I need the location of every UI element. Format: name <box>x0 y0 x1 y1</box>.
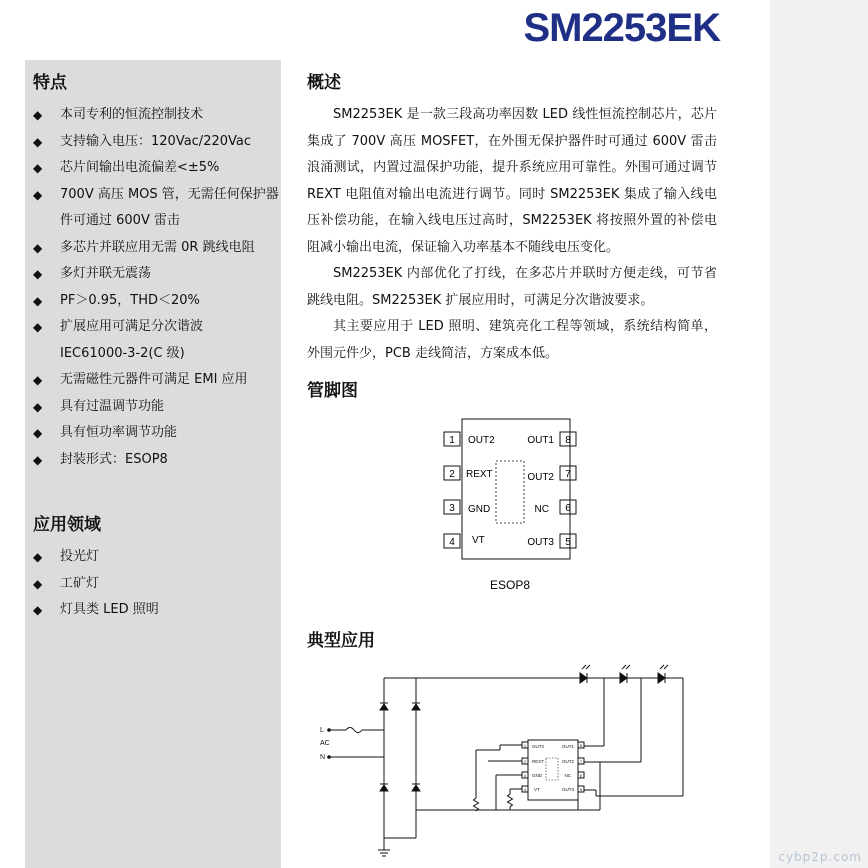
chip-pin-number: 3 <box>523 773 527 778</box>
fuse-icon <box>346 728 362 733</box>
led-light-icon <box>582 665 586 669</box>
diamond-bullet-icon: ◆ <box>33 267 43 281</box>
exposed-pad <box>496 461 524 523</box>
pin-1-label: OUT2 <box>468 435 495 446</box>
led-light-icon <box>586 665 590 669</box>
pin-7-label: OUT2 <box>527 472 554 483</box>
feature-item: ◆ 具有恒功率调节功能 <box>33 420 279 447</box>
pin-6-label: NC <box>534 504 549 515</box>
diamond-bullet-icon: ◆ <box>33 108 43 122</box>
diamond-bullet-icon: ◆ <box>33 320 43 334</box>
resistor-icon <box>474 798 479 811</box>
diamond-bullet-icon: ◆ <box>33 187 43 202</box>
package-label: ESOP8 <box>489 578 531 592</box>
chip-pin-label: REXT <box>532 759 545 764</box>
chip-pin-label: OUT1 <box>561 744 574 749</box>
features-heading: 特点 <box>33 73 67 93</box>
chip-pin-label: OUT2 <box>561 759 574 764</box>
pin-5-number: 5 <box>565 537 571 548</box>
diamond-bullet-icon: ◆ <box>33 161 43 175</box>
label-l: L <box>320 727 324 734</box>
chip-pin-number: 8 <box>579 743 583 748</box>
chip-pin-number: 7 <box>579 759 583 764</box>
led-light-icon <box>664 665 668 669</box>
overview-paragraph-2: SM2253EK 内部优化了打线，在多芯片并联时方便走线，可节省跳线电阻。SM2253EK 扩展应用时，可满足分次谐波要求。 <box>307 266 717 308</box>
overview-paragraph-3: 其主要应用于 LED 照明、建筑亮化工程等领域，系统结构简单，外围元件少，PCB 走线简洁，方案成本低。 <box>307 319 717 361</box>
chip-pin-number: 5 <box>579 787 583 792</box>
application-item: ◆ 灯具类 LED 照明 <box>33 597 159 624</box>
typical-app-heading: 典型应用 <box>307 631 375 651</box>
chip-pin-number: 4 <box>523 787 527 792</box>
feature-item: ◆ 本司专利的恒流控制技术 <box>33 102 279 129</box>
applications-heading: 应用领域 <box>33 515 101 535</box>
watermark: cybp2p.com <box>778 850 862 864</box>
led-light-icon <box>660 665 664 669</box>
application-item: ◆ 投光灯 <box>33 544 159 571</box>
schematic-exposed-pad <box>546 758 558 780</box>
overview-paragraph-1: SM2253EK 是一款三段高功率因数 LED 线性恒流控制芯片，芯片集成了 700V 高压 MOSFET，在外围无保护器件时可通过 600V 雷击浪涌测试，内置过温保护功能，提升系统应用可靠性。外围可通过调节 REXT 电阻值对输出电流进行调节。同时 SM2253EK 集成了输入线电压补偿功能，在输入线电压过高时，SM2253EK 将按照外置的补偿电阻减小输出电流，保证输入功率基本不随线电压变化。 <box>307 107 717 255</box>
typical-app-schematic <box>300 658 700 862</box>
feature-item: ◆ 多灯并联无震荡 <box>33 261 279 288</box>
diamond-bullet-icon: ◆ <box>33 452 43 467</box>
diamond-bullet-icon: ◆ <box>33 550 43 564</box>
led-icon <box>580 673 587 683</box>
led-icon <box>620 673 627 683</box>
diode-icon <box>380 704 388 710</box>
pinout-heading: 管脚图 <box>307 381 358 401</box>
feature-item: ◆ 封装形式：ESOP8 <box>33 447 279 474</box>
application-item: ◆ 工矿灯 <box>33 571 159 598</box>
pin-4-number: 4 <box>449 537 455 548</box>
chip-pin-label: VT <box>534 787 540 792</box>
chip-pin-number: 6 <box>579 773 583 778</box>
diode-icon <box>412 704 420 710</box>
feature-item: ◆ 无需磁性元器件可满足 EMI 应用 <box>33 367 279 394</box>
feature-item: ◆ 具有过温调节功能 <box>33 394 279 421</box>
diamond-bullet-icon: ◆ <box>33 603 43 617</box>
page-title: SM2253EK <box>523 6 720 50</box>
diamond-bullet-icon: ◆ <box>33 134 43 149</box>
feature-item-continued: 件可通过 600V 雷击 <box>60 213 180 228</box>
diamond-bullet-icon: ◆ <box>33 293 43 308</box>
overview-heading: 概述 <box>307 73 341 93</box>
diode-icon <box>412 785 420 791</box>
feature-item: ◆ 700V 高压 MOS 管，无需任何保护器 <box>33 182 279 209</box>
feature-item: ◆ 支持输入电压：120Vac/220Vac <box>33 129 279 156</box>
diamond-bullet-icon: ◆ <box>33 576 43 591</box>
features-list <box>33 102 279 473</box>
led-light-icon <box>626 665 630 669</box>
pin-4-label: VT <box>472 535 485 546</box>
pin-3-label: GND <box>468 504 491 515</box>
diamond-bullet-icon: ◆ <box>33 240 43 255</box>
diamond-bullet-icon: ◆ <box>33 373 43 387</box>
pin-2-label: REXT <box>466 469 493 480</box>
label-n: N <box>320 754 326 761</box>
chip-pin-label: GND <box>532 773 542 778</box>
feature-item: ◆ 芯片间输出电流偏差<±5% <box>33 155 279 182</box>
led-light-icon <box>622 665 626 669</box>
pin-6-number: 6 <box>565 503 571 514</box>
pin-7-number: 7 <box>565 469 571 480</box>
diamond-bullet-icon: ◆ <box>33 399 43 414</box>
label-ac: AC <box>320 740 330 747</box>
chip-pin-label: OUT2 <box>532 744 545 749</box>
feature-item-continued: IEC61000-3-2(C 级) <box>60 345 185 361</box>
resistor-icon <box>508 794 513 807</box>
led-icon <box>658 673 665 683</box>
pin-1-number: 1 <box>449 435 455 446</box>
pin-3-number: 3 <box>449 503 455 514</box>
chip-pin-label: OUT3 <box>561 787 574 792</box>
pin-8-label: OUT1 <box>527 435 554 446</box>
feature-item: ◆ 多芯片并联应用无需 0R 跳线电阻 <box>33 235 279 262</box>
pin-2-number: 2 <box>449 469 455 480</box>
pin-5-label: OUT3 <box>527 537 554 548</box>
feature-item: ◆ 扩展应用可满足分次谐波 <box>33 314 279 341</box>
right-margin-band <box>770 0 868 868</box>
pinout-diagram <box>440 415 590 595</box>
pin-8-number: 8 <box>565 435 571 446</box>
feature-item: ◆ PF＞0.95，THD＜20% <box>33 288 279 315</box>
chip-pin-label: NC <box>564 773 571 778</box>
chip-pin-number: 1 <box>523 743 527 748</box>
applications-list <box>33 544 159 624</box>
diode-icon <box>380 785 388 791</box>
diamond-bullet-icon: ◆ <box>33 426 43 440</box>
chip-pin-number: 2 <box>523 759 527 764</box>
